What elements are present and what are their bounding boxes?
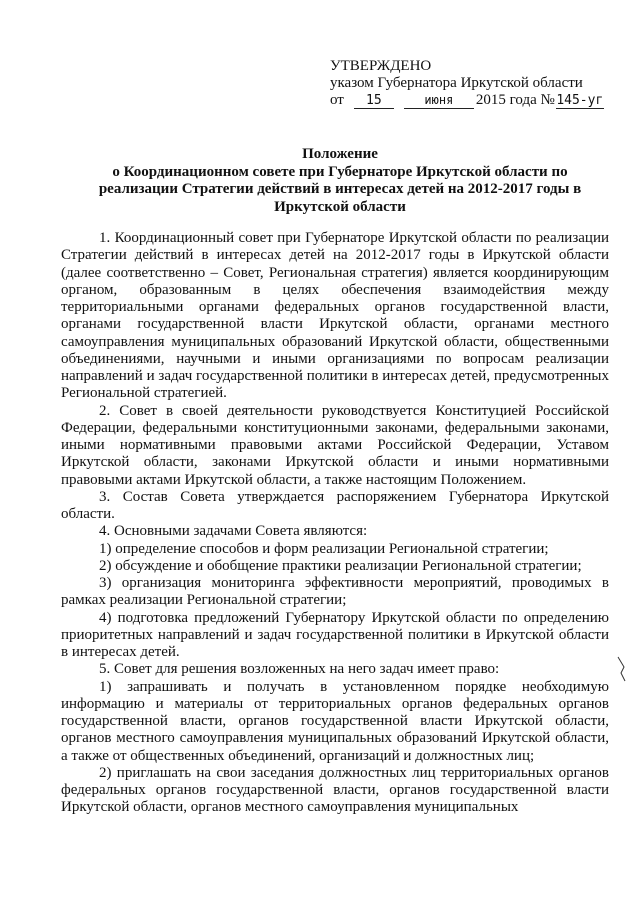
decree-month: июня bbox=[404, 93, 474, 109]
decree-date-line bbox=[330, 92, 604, 109]
date-prefix: от bbox=[330, 92, 344, 108]
list-item-5-1: 1) запрашивать и получать в установленном порядке необходимую информацию и материалы от территориальных органов федеральных органов государственной власти, органов государственной власти Иркутской области, органов местного самоуправления муниципальных образований Иркутской области, а также от общественных объединений, организаций и должностных лиц; bbox=[61, 678, 609, 764]
decree-day: 15 bbox=[354, 93, 394, 109]
list-item-4-1: 1) определение способов и форм реализации Региональной стратегии; bbox=[99, 540, 549, 557]
list-item-4-3: 3) организация мониторинга эффективности мероприятий, проводимых в рамках реализации Региональной стратегии; bbox=[61, 575, 609, 609]
title-line-3: реализации Стратегии действий в интересах детей на 2012-2017 годы в bbox=[98, 181, 582, 197]
document-title bbox=[60, 146, 620, 216]
decree-year: 2015 года № bbox=[475, 92, 555, 108]
title-line-2: о Координационном совете при Губернаторе Иркутской области по bbox=[112, 163, 568, 180]
list-item-4-2: 2) обсуждение и обобщение практики реализации Региональной стратегии; bbox=[99, 557, 582, 574]
list-item-4-4: 4) подготовка предложений Губернатору Иркутской области по определению приоритетных направлений и задач государственной политики в Иркутской области в интересах детей. bbox=[61, 609, 609, 660]
title-line-1: Положение bbox=[302, 146, 378, 162]
document-body bbox=[61, 230, 609, 817]
pen-mark bbox=[616, 655, 628, 683]
list-item-5-2: 2) приглашать на свои заседания должностных лиц территориальных органов федеральных органов государственной власти, органов государственной власти Иркутской области, органов местного самоуправления муниципальных bbox=[61, 764, 609, 816]
paragraph-4: 4. Основными задачами Совета являются: bbox=[99, 523, 368, 540]
approval-block bbox=[330, 58, 604, 109]
title-line-4: Иркутской области bbox=[274, 198, 406, 215]
paragraph-5: 5. Совет для решения возложенных на него задач имеет право: bbox=[99, 661, 500, 678]
decree-number: 145-уг bbox=[556, 93, 604, 108]
paragraph-3: 3. Состав Совета утверждается распоряжением Губернатора Иркутской области. bbox=[61, 488, 609, 522]
decree-reference: указом Губернатора Иркутской области bbox=[330, 75, 583, 91]
paragraph-1: 1. Координационный совет при Губернаторе Иркутской области по реализации Стратегии действий в интересах детей на 2012-2017 годы в Иркутской области (далее соответственно – Совет, Региональная стратегия) является координирующим органом, образованным в целях обеспечения взаимодействия между территориальными органами федеральных органов государственной власти, органами государственной власти Иркутской области, органами местного самоуправления муниципальных образований Иркутской области, общественными объединениями, научными и иными организациями по вопросам реализации направлений и задач государственной политики в интересах детей, предусмотренных Региональной стратегией. bbox=[61, 230, 609, 402]
approved-heading: УТВЕРЖДЕНО bbox=[330, 58, 432, 74]
paragraph-2: 2. Совет в своей деятельности руководствуется Конституцией Российской Федерации, федеральными конституционными законами, федеральными законами, иными нормативными правовыми актами Российской Федерации, Уставом Иркутской области, законами Иркутской области и иными нормативными правовыми актами Иркутской области, а также настоящим Положением. bbox=[61, 402, 609, 488]
